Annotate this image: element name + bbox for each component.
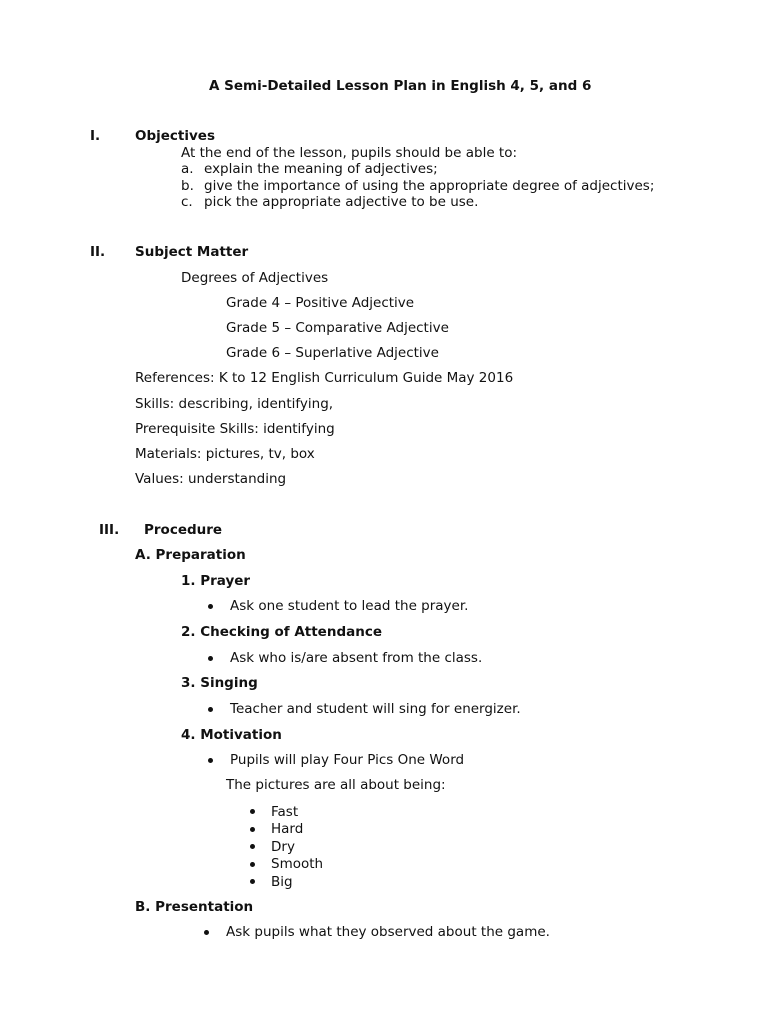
document-title: A Semi-Detailed Lesson Plan in English 4, 5, and 6 — [209, 78, 592, 94]
values-line: Values: understanding — [135, 471, 287, 487]
grade-line-5: Grade 5 – Comparative Adjective — [226, 320, 449, 336]
section-numeral-subject-matter: II. — [90, 244, 106, 260]
section-numeral-procedure: III. — [99, 522, 120, 538]
step-bullet-singing: Teacher and student will sing for energizer. — [230, 701, 521, 717]
grade-line-4: Grade 4 – Positive Adjective — [226, 295, 415, 311]
references-line: References: K to 12 English Curriculum Guide May 2016 — [135, 370, 514, 386]
motivation-word-smooth: Smooth — [271, 856, 324, 872]
motivation-word-hard: Hard — [271, 821, 304, 837]
bullet-dot — [204, 930, 209, 935]
objectives-intro: At the end of the lesson, pupils should be able to: — [181, 145, 518, 161]
prerequisite-skills-line: Prerequisite Skills: identifying — [135, 421, 335, 437]
subsection-heading-preparation: A. Preparation — [135, 547, 246, 563]
bullet-dot — [208, 707, 213, 712]
bullet-dot — [250, 827, 255, 832]
bullet-dot — [208, 656, 213, 661]
skills-line: Skills: describing, identifying, — [135, 396, 334, 412]
subsection-heading-presentation: B. Presentation — [135, 899, 254, 915]
grade-line-6: Grade 6 – Superlative Adjective — [226, 345, 439, 361]
step-bullet-attendance: Ask who is/are absent from the class. — [230, 650, 483, 666]
step-heading-prayer: 1. Prayer — [181, 573, 251, 589]
section-heading-objectives: Objectives — [135, 128, 215, 144]
step-bullet-prayer: Ask one student to lead the prayer. — [230, 598, 469, 614]
bullet-dot — [250, 844, 255, 849]
presentation-bullet: Ask pupils what they observed about the game. — [226, 924, 550, 940]
objective-item-b: give the importance of using the appropriate degree of adjectives; — [204, 178, 655, 194]
step-bullet-motivation: Pupils will play Four Pics One Word — [230, 752, 465, 768]
subject-topic: Degrees of Adjectives — [181, 270, 329, 286]
bullet-dot — [250, 809, 255, 814]
section-numeral-objectives: I. — [90, 128, 101, 144]
materials-line: Materials: pictures, tv, box — [135, 446, 315, 462]
bullet-dot — [250, 879, 255, 884]
section-heading-subject-matter: Subject Matter — [135, 244, 249, 260]
objective-marker-b: b. — [181, 178, 194, 194]
bullet-dot — [208, 604, 213, 609]
section-heading-procedure: Procedure — [144, 522, 223, 538]
step-heading-attendance: 2. Checking of Attendance — [181, 624, 382, 640]
objective-item-c: pick the appropriate adjective to be use. — [204, 194, 479, 210]
objective-marker-c: c. — [181, 194, 193, 210]
motivation-word-big: Big — [271, 874, 293, 890]
step-heading-singing: 3. Singing — [181, 675, 258, 691]
motivation-word-dry: Dry — [271, 839, 295, 855]
motivation-word-fast: Fast — [271, 804, 299, 820]
objective-item-a: explain the meaning of adjectives; — [204, 161, 438, 177]
motivation-note: The pictures are all about being: — [226, 777, 446, 793]
step-heading-motivation: 4. Motivation — [181, 727, 282, 743]
objective-marker-a: a. — [181, 161, 194, 177]
bullet-dot — [208, 758, 213, 763]
bullet-dot — [250, 862, 255, 867]
